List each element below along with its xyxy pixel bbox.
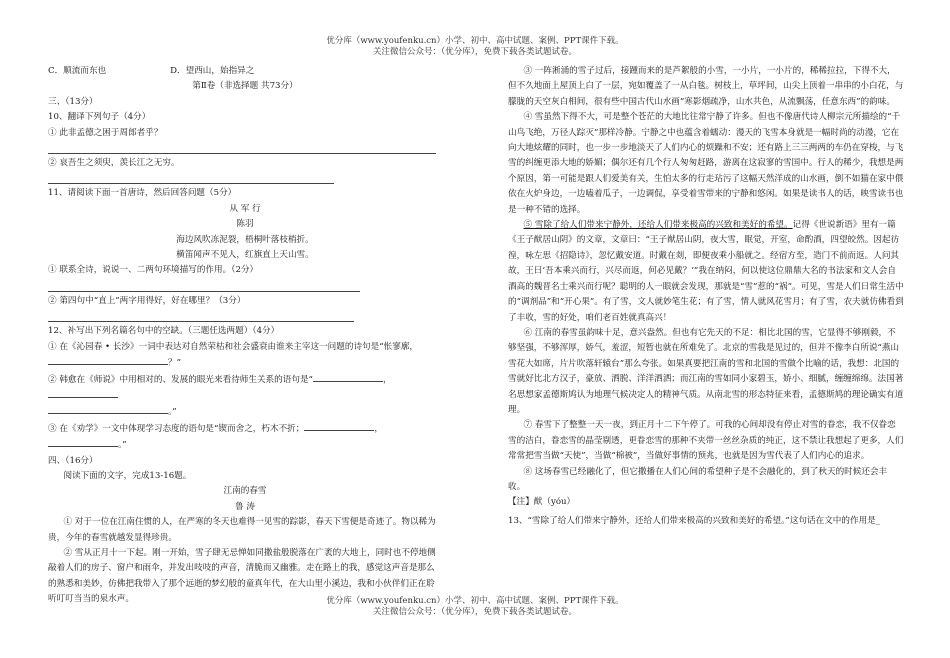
options-row	[48, 64, 442, 79]
poem-title: 从 军 行	[229, 203, 261, 214]
paragraph-5-rest: 记得《世说新语》里有一篇《王子猷居山阴》的文章，文章曰：“王子猷居山阴，夜大雪，眠觉，开室，命酌酒，四望皎然。因起彷徨，咏左思《招隐诗》，忽忆戴安道。时戴在剡，即便夜乘小船就之。经宿方至，造门不前而返。人问其故，王曰‘吾本乘兴而行，兴尽而返，何必见戴？’”我在纳闷，何以使这位鼎鼎大名的书法家和文人会自酒高的魏晋名士乘兴而行呢？聪明的人一眼就会发现，那就是“雪”惹的“祸”。可见，雪是人们日常生活中的“调剂品”和“开心果”。有了雪，文人就妙笔生花；有了雪，情人就风花雪月；有了雪，农夫就仿佛看到了丰收，雪的好处，咱们老百姓就真高兴！	[508, 220, 904, 323]
essay-paragraph-2: ② 雪从正月十一下起。刚一开始，雪子肆无忌惮如同撒盐般脱落在广袤的大地上，同时也不停地侧敲着人们的房子、窗户和雨伞，并发出吱吱的声音，清脆而又幽雅。走在路上的我，感觉这声音是那么的熟悉和美妙，仿佛把我带入了那个远逝的梦幻般的童真年代，在大山里小溪边，我和小伙伴们正在聆听叮叮当当的泉水声。	[48, 547, 436, 605]
q10-item-1: ① 此非孟德之困于周郎者乎？	[48, 127, 163, 138]
essay-paragraph-6: ⑥ 江南的春雪虽韵味十足，意兴盎然。但也有它先天的不足：相比北国的雪，它显得不够刚毅，不够坚强，不够浑厚，娇气，羞涩，短暂也就在所难免了。北京的雪我是见过的，但并不像李白所说“燕山雪花大如席，片片吹落轩辕台”那么夸张。如果真要把江南的雪和北国的雪做个比喻的话，我想：北国的雪就好比北方汉子，豪放、洒脱、洋洋洒洒；而江南的雪如同小家碧玉，娇小、细腻，缠缠绵绵。法国著名思想家孟德斯鸠认为地理气候决定人的精神气质。从南北雪的形态特征来看，孟德斯鸠的理论确实有道理。	[508, 327, 904, 415]
part-four-heading: 四、（16分）	[48, 455, 98, 466]
q12-item-1-end: ？”	[168, 358, 181, 369]
page-header	[0, 36, 950, 58]
answer-line	[48, 283, 360, 292]
q11-item-2: ② 第四句中“直上”两字用得好，好在哪里？（3分）	[48, 295, 246, 306]
essay-title: 江南的春雪	[223, 486, 267, 497]
q12-item-1	[48, 340, 442, 372]
right-column	[508, 64, 904, 529]
header-line-2: 关注微信公众号：（优分库），免费下载各类试题试卷。	[372, 47, 577, 57]
fill-blank	[48, 355, 168, 365]
fill-blank	[48, 404, 168, 414]
reading-intro: 阅读下面的文字，完成13-16题。	[63, 470, 192, 481]
fill-blank	[48, 437, 118, 447]
q11-heading: 11、请阅读下面一首唐诗，然后回答问题（5分）	[48, 188, 237, 199]
page-footer	[0, 596, 950, 618]
essay-paragraph-7: ⑦ 春雪下了整整一天一夜，到正月十二下午停了。可我的心间却没有停止对雪的眷恋，我不仅眷恋雪的洁白，眷恋雪的晶莹剔透，更眷恋雪的那种不夹带一丝丝杂质的纯正，这不禁让我想起了更多，人们常常把雪当做“天使”，当做“棉被”，当做好事情的预兆，也就是因为雪代表了人们内心的追求。	[508, 420, 904, 462]
q12-item-3: ③ 在《劝学》一文中体现学习态度的语句是“锲而舍之，朽木不折； ，。”	[48, 421, 442, 454]
underlined-sentence: ⑤ 雪除了给人们带来宁静外，还给人们带来极高的兴致和美好的希望。	[523, 220, 793, 231]
header-line-1: 优分库（www.youfenku.cn）小学、初中、高中试题、案例、PPT课件下载。	[326, 36, 624, 46]
part-three-heading: 三、（13分）	[48, 96, 98, 107]
q12-item-2-end: 。”	[168, 407, 177, 418]
footnote: 【注】猷（yóu）	[508, 497, 576, 508]
essay-paragraph-4: ④ 雪虽然下得不大，可是整个苍茫的大地比往常宁静了许多。但也不像唐代诗人柳宗元所描绘的“千山鸟飞绝，万径人踪灭”那样冷静。宁静之中也蕴含着蠕动：漫天的飞雪本身就是一幅时尚的动漫，它在向大地炫耀的同时，也一步一步地淡天了人们内心的烦躁和不安；还有路上三三两两的车仍在穿梭，与飞雪的纠缠更添大地的娇媚；偶尔还有几个行人匆匆赶路，游离在这寂寥的雪国中。行人的稀少，我想是两个原因，第一可能是跟人们爱美有关，生怕太多的行走玷污了这幅天然洋成的山水画，倒不如猫在家中偎依在火炉身边，一边嗑着瓜子，一边调侃，享受着雪带来的宁静和悠闲。如果是读书人的话，映雪读书也是一种不错的选择。	[508, 112, 904, 215]
essay-author: 鲁 涛	[235, 501, 255, 512]
q10-item-2: ② 哀吾生之须臾，羡长江之无穷。	[48, 158, 180, 169]
poem-author: 陈羽	[236, 219, 254, 230]
q11-item-1: ① 联系全诗，说说一、二两句环境描写的作用。（2分）	[48, 265, 259, 276]
option-c: C．顺流而东也	[48, 66, 107, 76]
answer-line	[48, 313, 354, 322]
poem-line-1: 海边风吹冻泥裂，梧桐叶落枝梢折。	[176, 234, 314, 245]
fill-blank	[48, 388, 118, 398]
essay-paragraph-8: ⑧ 这场春雪已经融化了，但它撒播在人们心间的希望种子是不会融化的，到了秋天的时候还会丰收。	[508, 466, 888, 492]
q13-heading: 13、“雪除了给人们带来宁静外，还给人们带来极高的兴致和美好的希望。”这句话在文中的作用是_	[508, 515, 881, 526]
option-d: D．望西山，始指异之	[170, 66, 255, 76]
answer-line	[48, 175, 334, 184]
q10-heading: 10、翻译下列句子（4分）	[48, 112, 151, 123]
q12-heading: 12、补写出下列名篇名句中的空缺。（三题任选两题）（4分）	[48, 326, 280, 337]
footer-line-2: 关注微信公众号：（优分库），免费下载各类试题试卷。	[372, 607, 577, 617]
fill-blank	[304, 421, 374, 431]
q12-item-2: ② 韩愈在《师说》中用相对的、发展的眼光来看待师生关系的语句是“ ， 。”	[48, 372, 442, 421]
q12-item-2-text: ② 韩愈在《师说》中用相对的、发展的眼光来看待师生关系的语句是“	[48, 374, 313, 385]
q12-item-3-end: 。”	[118, 440, 127, 451]
essay-paragraph-5	[508, 218, 904, 326]
essay-paragraph-3: ③ 一阵淅涌的雪子过后，接踵而来的是芦絮般的小雪，一小片，一小片的，稀稀拉拉，下得不大，但不久地面上屋顶上白了一层，宛如覆盖了一从白毯。树枝上，草坪间，山尖上顶着一串串的小白花，与朦胧的天空灰白相间，很有些中国古代山水画“寒影烟疏净，山水共色，从流飘荡，任意东西”的韵味。	[508, 66, 904, 107]
fill-blank	[313, 372, 383, 382]
q12-item-1-text: ① 在《沁园春 • 长沙》一词中表达对自然荣枯和社会盛衰由谁来主宰这一问题的诗句是“怅寥廓，	[48, 341, 419, 352]
section-title: 第Ⅱ卷（非选择题 共73分）	[192, 81, 298, 92]
essay-paragraph-1: ① 对于一位在江南住惯的人，在严寒的冬天也难得一见雪的踪影，春天下雪便是奇迹了。物以稀为贵，今年的春雪就越发显得珍贵。	[48, 517, 436, 543]
footer-line-1: 优分库（www.youfenku.cn）小学、初中、高中试题、案例、PPT课件下载。	[326, 596, 624, 606]
q12-item-3-text: ③ 在《劝学》一文中体现学习态度的语句是“锲而舍之，朽木不折；	[48, 423, 305, 434]
left-column	[48, 64, 442, 608]
answer-line	[48, 145, 436, 154]
poem-line-2: 横笛闻声不见人，红旗直上天山雪。	[176, 250, 314, 261]
